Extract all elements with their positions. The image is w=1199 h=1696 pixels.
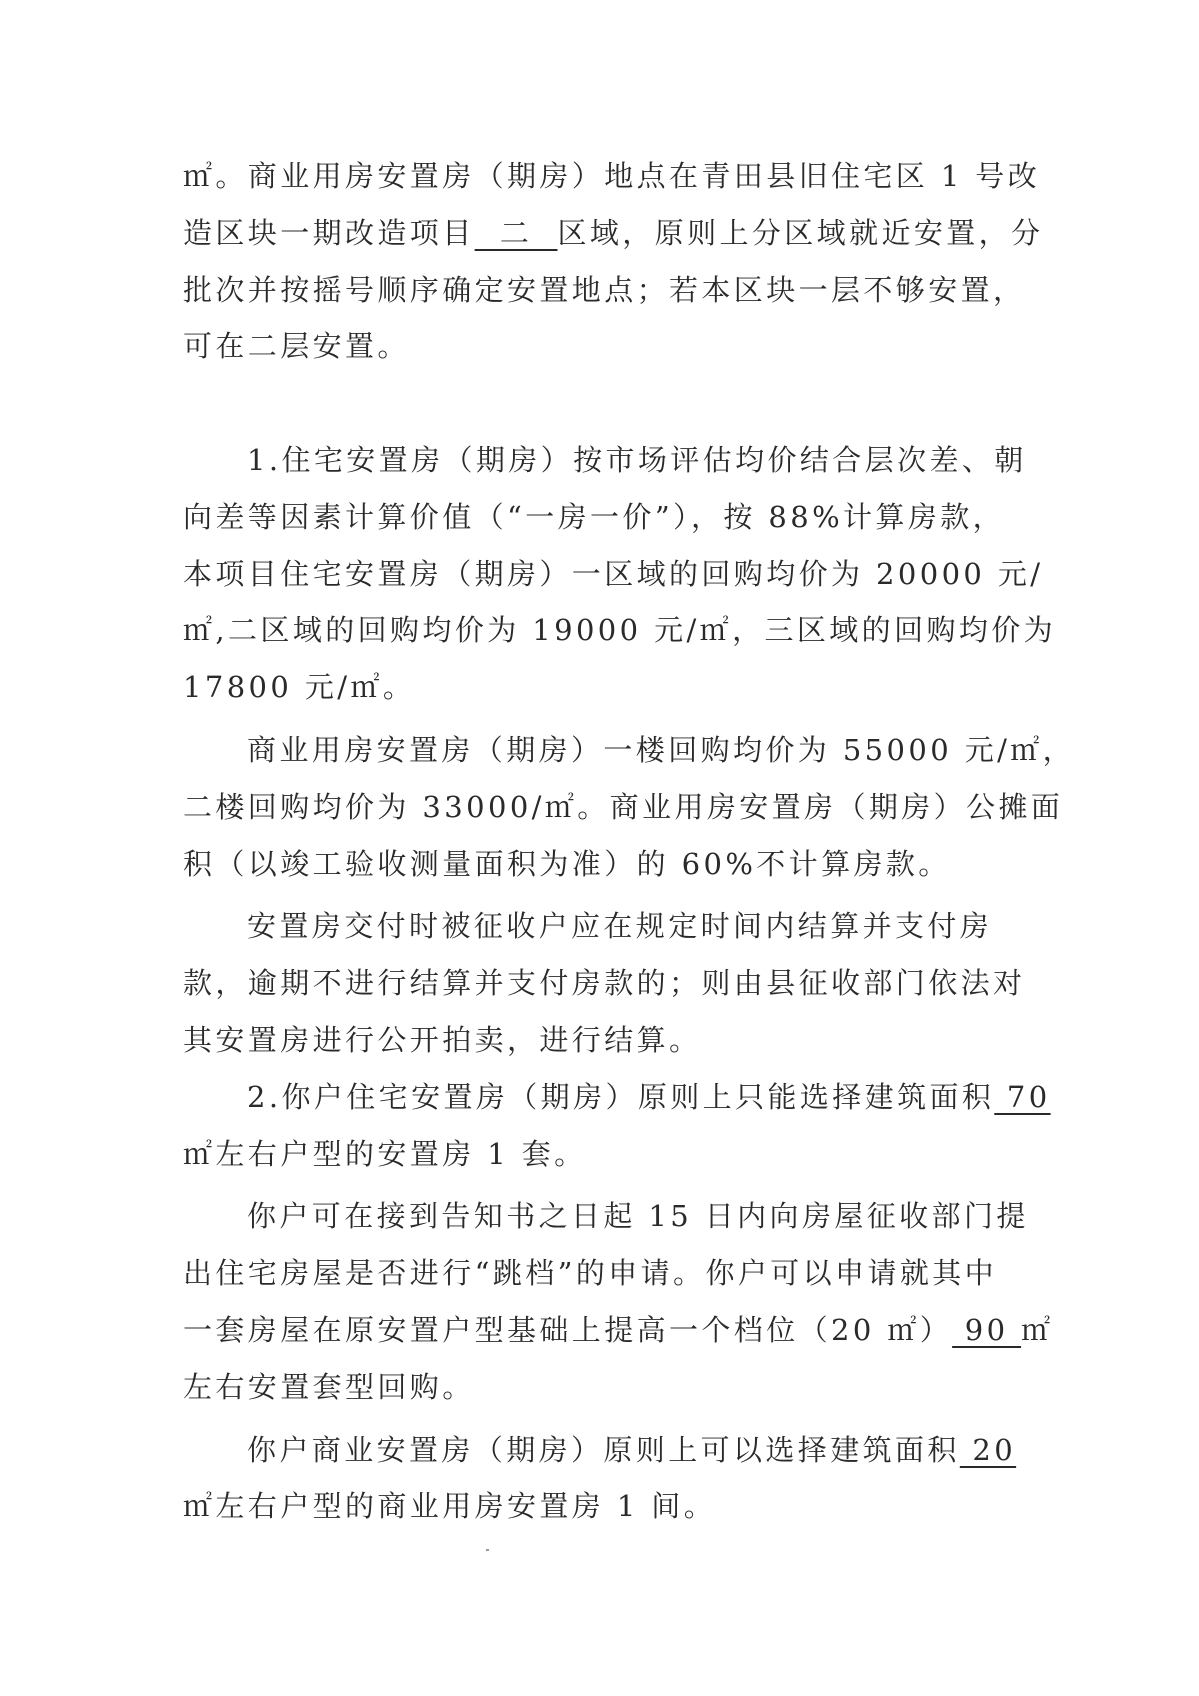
- text-line: [183, 1302, 1054, 1359]
- text-line: 本项目住宅安置房（期房）一区域的回购均价为 20000 元/: [183, 556, 1044, 591]
- text-segment: 造区块一期改造项目: [183, 215, 475, 250]
- text-line: [183, 1422, 1015, 1479]
- text-segment: ㎡: [1021, 1312, 1054, 1347]
- text-line: 可在二层安置。: [183, 329, 410, 364]
- fill-in-blank-zone: 二: [474, 215, 558, 250]
- text-line: [183, 205, 1044, 262]
- text-line: 左右安置套型回购。: [183, 1369, 475, 1404]
- text-line: [183, 1069, 1051, 1126]
- text-line: ㎡左右户型的安置房 1 套。: [183, 1136, 587, 1171]
- text-line: 你户可在接到告知书之日起 15 日内向房屋征收部门提: [247, 1199, 1029, 1234]
- area-blank-90: 90: [952, 1312, 1022, 1347]
- text-line: 批次并按摇号顺序确定安置地点；若本区块一层不够安置，: [183, 272, 1026, 307]
- text-line: 二楼回购均价为 33000/㎡。商业用房安置房（期房）公摊面: [183, 789, 1064, 824]
- scan-speck: [486, 1549, 489, 1551]
- text-line: 向差等因素计算价值（“一房一价”），按 88%计算房款，: [183, 499, 1006, 534]
- text-line: 1.住宅安置房（期房）按市场评估均价结合层次差、朝: [247, 442, 1027, 477]
- text-line: 出住宅房屋是否进行“跳档”的申请。你户可以申请就其中: [183, 1256, 998, 1291]
- text-segment: 你户商业安置房（期房）原则上可以选择建筑面积: [247, 1432, 960, 1467]
- text-segment: 一套房屋在原安置户型基础上提高一个档位（20 ㎡）: [183, 1312, 953, 1347]
- text-line: 其安置房进行公开拍卖，进行结算。: [183, 1022, 702, 1057]
- text-line: 款，逾期不进行结算并支付房款的；则由县征收部门依法对: [183, 966, 1026, 1001]
- text-segment: 2.你户住宅安置房（期房）原则上只能选择建筑面积: [247, 1079, 995, 1114]
- section-heading: [183, 375, 1015, 432]
- area-blank-70: 70: [994, 1079, 1051, 1114]
- text-line: 安置房交付时被征收户应在规定时间内结算并支付房: [247, 909, 993, 944]
- text-line: 商业用房安置房（期房）一楼回购均价为 55000 元/㎡，: [247, 732, 1076, 767]
- text-line: 17800 元/㎡。: [183, 670, 416, 705]
- document-body: [183, 148, 1076, 1535]
- text-line: 积（以竣工验收测量面积为准）的 60%不计算房款。: [183, 846, 951, 881]
- text-line: ㎡,二区域的回购均价为 19000 元/㎡，三区域的回购均价为: [183, 613, 1057, 648]
- text-segment: 区域，原则上分区域就近安置，分: [557, 215, 1044, 250]
- text-line: ㎡左右户型的商业用房安置房 1 间。: [183, 1489, 717, 1524]
- area-blank-20: 20: [959, 1432, 1017, 1467]
- text-line: ㎡。商业用房安置房（期房）地点在青田县旧住宅区 1 号改: [183, 159, 1041, 193]
